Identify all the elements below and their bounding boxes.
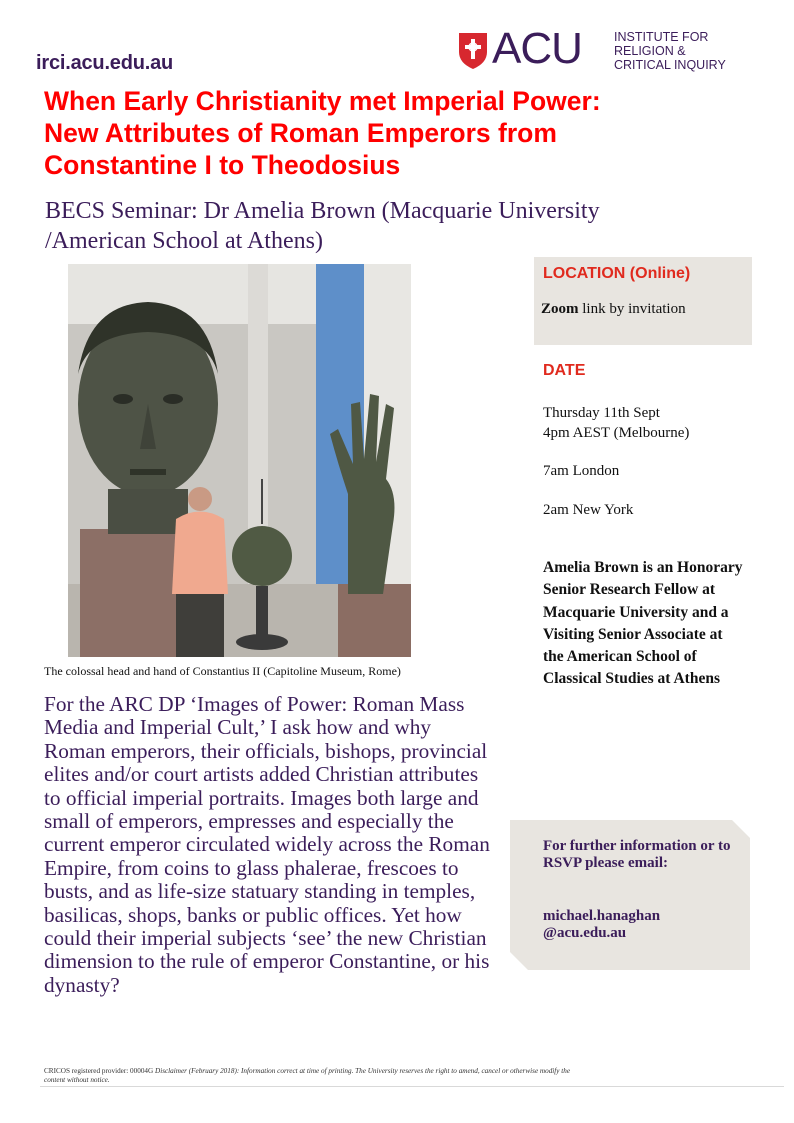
location-heading: LOCATION (Online) [543, 265, 691, 282]
acu-logo [458, 24, 758, 76]
disclaimer-text: Disclaimer (February 2018): Information correct at time of printing. The University reserves the right to amend, cancel or otherwise modify the content without notice. [44, 1067, 571, 1084]
time-new-york: 2am New York [543, 502, 634, 518]
zoom-label: Zoom [541, 301, 579, 317]
footer-divider [40, 1086, 784, 1087]
rsvp-email[interactable] [543, 908, 743, 942]
event-subtitle-line: /American School at Athens) [45, 228, 323, 254]
logo-subtitle-line: RELIGION & [614, 44, 686, 58]
footer-disclaimer [44, 1067, 584, 1084]
location-box [534, 257, 752, 345]
time-melbourne: 4pm AEST (Melbourne) [543, 425, 690, 441]
time-london: 7am London [543, 463, 620, 479]
acu-shield-icon [458, 32, 488, 70]
event-title-line: When Early Christianity met Imperial Power: [44, 86, 601, 116]
rsvp-box [510, 820, 750, 970]
location-text [541, 301, 686, 318]
date-heading: DATE [543, 362, 586, 379]
rsvp-email-line[interactable]: @acu.edu.au [543, 925, 627, 941]
rsvp-email-line[interactable]: michael.hanaghan [543, 908, 661, 924]
site-url[interactable]: irci.acu.edu.au [36, 52, 174, 74]
logo-subtitle-line: INSTITUTE FOR [614, 30, 709, 44]
event-title-line: Constantine I to Theodosius [44, 150, 401, 180]
logo-subtitle [614, 30, 764, 72]
rsvp-text: For further information or to RSVP please email: [543, 838, 731, 871]
location-rest: link by invitation [578, 301, 686, 317]
event-title [44, 85, 764, 181]
statue-photo [68, 264, 411, 657]
event-subtitle [45, 196, 765, 256]
speaker-bio: Amelia Brown is an Honorary Senior Research Fellow at Macquarie University and a Visiting Senior Associate at the American School of Classical Studies at Athens [543, 559, 743, 688]
seminar-abstract: For the ARC DP ‘Images of Power: Roman Mass Media and Imperial Cult,’ I ask how and why Roman emperors, their officials, bishops, provincial elites and/or court artists added Christian attributes to official imperial portraits. Images both large and small of emperors, empresses and especially the current emperor circulated widely across the Roman Empire, from coins to glass phalerae, frescoes to busts, and as life-size statuary standing in temples, basilicas, shops, banks or public offices. Yet how could their imperial subjects ‘see’ the new Christian dimension to the rule of emperor Constantine, or his dynasty? [44, 692, 490, 997]
event-title-line: New Attributes of Roman Emperors from [44, 118, 557, 148]
logo-wordmark: ACU [492, 24, 582, 73]
cricos-text: CRICOS registered provider: 00004G [44, 1067, 154, 1075]
date-line: Thursday 11th Sept [543, 405, 660, 421]
event-subtitle-line: BECS Seminar: Dr Amelia Brown (Macquarie University [45, 198, 600, 224]
logo-subtitle-line: CRITICAL INQUIRY [614, 58, 726, 72]
photo-caption: The colossal head and hand of Constantius II (Capitoline Museum, Rome) [44, 664, 401, 678]
